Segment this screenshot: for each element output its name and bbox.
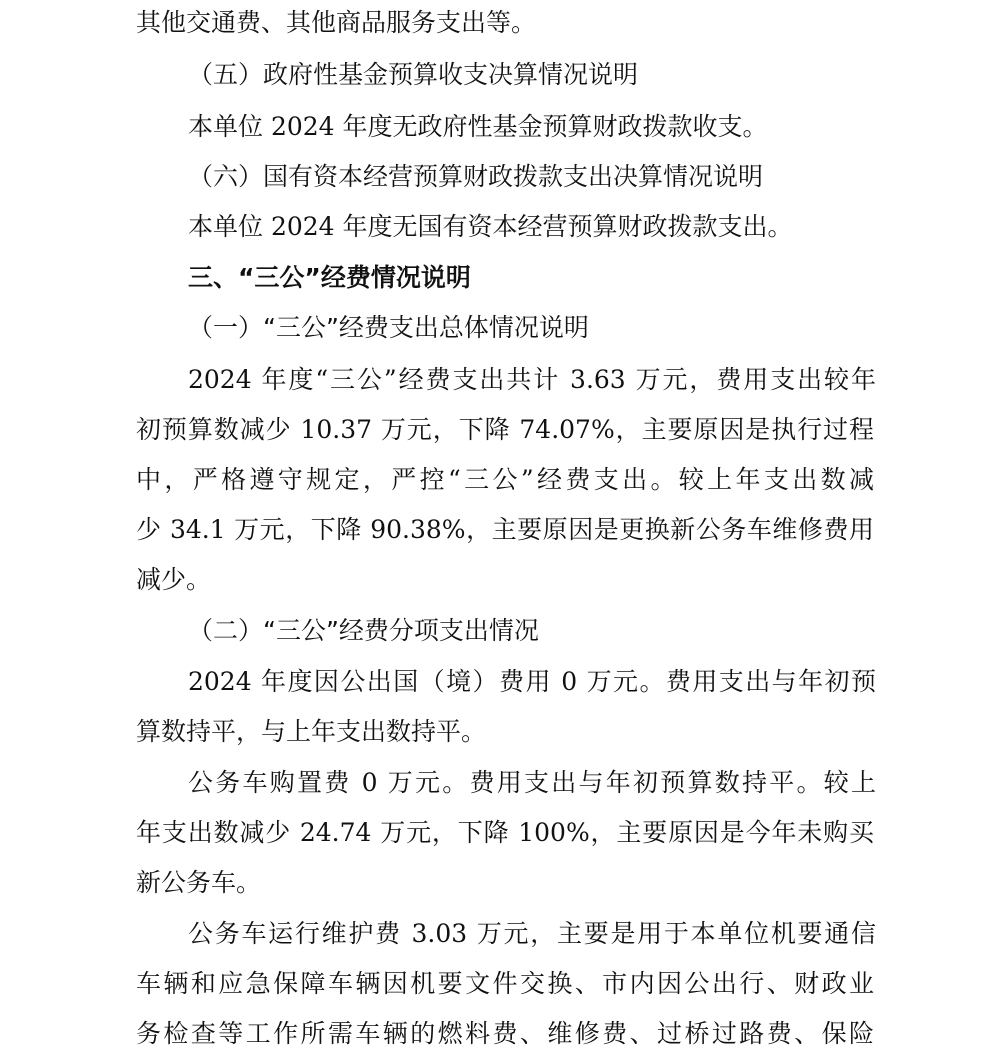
paragraph-line: 年支出数减少 24.74 万元，下降 100%，主要原因是今年未购买 <box>136 818 874 847</box>
paragraph-line: 公务车运行维护费 3.03 万元，主要是用于本单位机要通信 <box>188 919 876 948</box>
paragraph-line: 本单位 2024 年度无政府性基金预算财政拨款收支。 <box>188 112 768 141</box>
section-subheading: （六）国有资本经营预算财政拨款支出决算情况说明 <box>188 162 764 191</box>
paragraph-line: 本单位 2024 年度无国有资本经营预算财政拨款支出。 <box>188 212 793 241</box>
paragraph-line: 公务车购置费 0 万元。费用支出与年初预算数持平。较上 <box>188 768 876 797</box>
paragraph-line: 中，严格遵守规定，严控“三公”经费支出。较上年支出数减 <box>136 465 874 494</box>
paragraph-line: 车辆和应急保障车辆因机要文件交换、市内因公出行、财政业 <box>136 969 874 998</box>
paragraph-line: 新公务车。 <box>136 868 262 897</box>
section-heading: 三、“三公”经费情况说明 <box>188 263 471 292</box>
paragraph-line: 算数持平，与上年支出数持平。 <box>136 717 487 746</box>
paragraph-line: 减少。 <box>136 565 212 594</box>
paragraph-line: 2024 年度因公出国（境）费用 0 万元。费用支出与年初预 <box>188 667 876 696</box>
paragraph-line: 初预算数减少 10.37 万元，下降 74.07%，主要原因是执行过程 <box>136 415 874 444</box>
paragraph-line: 少 34.1 万元，下降 90.38%，主要原因是更换新公务车维修费用 <box>136 515 874 544</box>
section-subheading: （二）“三公”经费分项支出情况 <box>188 616 539 645</box>
section-subheading: （一）“三公”经费支出总体情况说明 <box>188 313 589 342</box>
section-subheading: （五）政府性基金预算收支决算情况说明 <box>188 60 639 89</box>
paragraph-line: 2024 年度“三公”经费支出共计 3.63 万元，费用支出较年 <box>188 365 876 394</box>
paragraph-line: 务检查等工作所需车辆的燃料费、维修费、过桥过路费、保险 <box>136 1019 874 1048</box>
paragraph-line: 其他交通费、其他商品服务支出等。 <box>136 8 537 37</box>
